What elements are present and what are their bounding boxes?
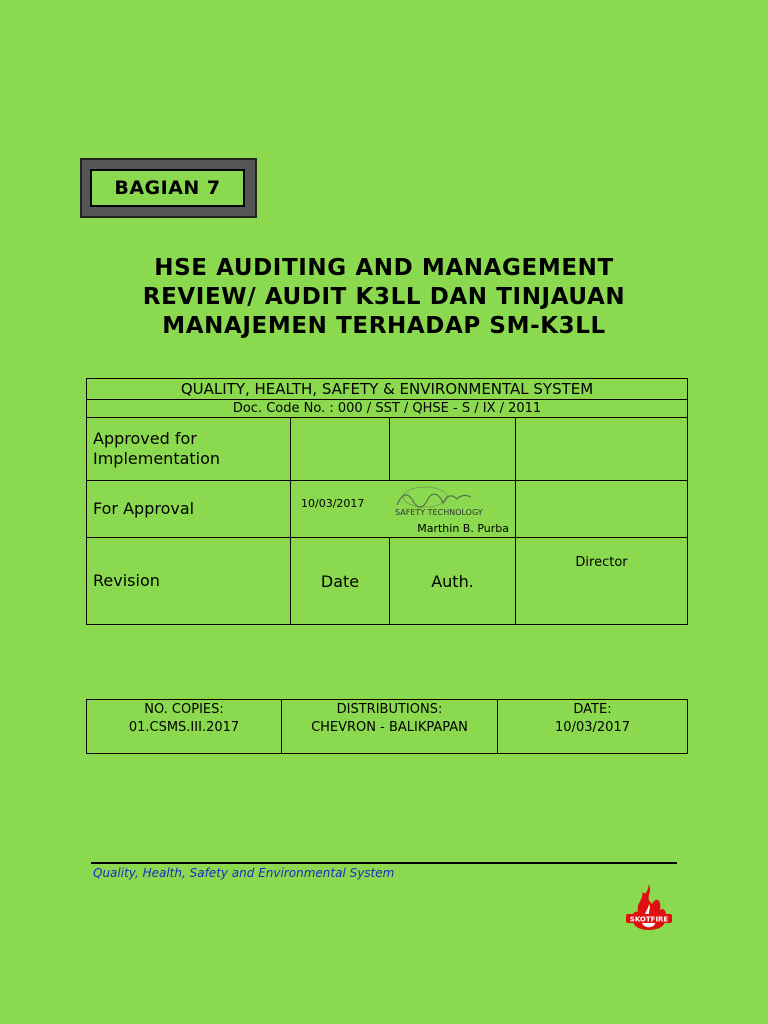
approval-date: 10/03/2017	[301, 497, 365, 510]
date-cell	[498, 700, 688, 754]
signature-stamp-icon	[387, 483, 507, 519]
approved-director-cell	[516, 418, 688, 481]
system-name: QUALITY, HEALTH, SAFETY & ENVIRONMENTAL SYSTEM	[87, 379, 688, 400]
doc-code: Doc. Code No. : 000 / SST / QHSE - S / IX / 2011	[87, 400, 688, 418]
date-value: 10/03/2017	[555, 720, 630, 735]
copies-header: NO. COPIES:	[144, 702, 224, 717]
auth-label: Auth.	[390, 538, 516, 625]
section-label: BAGIAN 7	[90, 169, 245, 207]
director-label: Director	[516, 538, 688, 625]
title-line-1: HSE AUDITING AND MANAGEMENT	[154, 255, 614, 281]
footer-system-text: Quality, Health, Safety and Environmental System	[93, 866, 395, 880]
distribution-header: DISTRIBUTIONS:	[336, 702, 443, 717]
footer-divider	[91, 862, 677, 864]
copies-value: 01.CSMS.III.2017	[128, 720, 240, 735]
document-title	[60, 254, 708, 341]
stamp-text: SAFETY TECHNOLOGY	[395, 508, 483, 517]
approved-date-cell	[291, 418, 390, 481]
title-line-2: REVIEW/ AUDIT K3LL DAN TINJAUAN	[142, 284, 626, 310]
section-box	[80, 158, 257, 218]
for-approval-director-cell	[516, 481, 688, 538]
distribution-cell	[282, 700, 498, 754]
approved-label: Approved for Implementation	[87, 418, 291, 481]
approved-auth-cell	[390, 418, 516, 481]
revision-label: Revision	[87, 538, 291, 625]
fire-logo-icon	[622, 882, 676, 936]
for-approval-label: For Approval	[87, 481, 291, 538]
title-line-3: MANAJEMEN TERHADAP SM-K3LL	[162, 313, 606, 339]
distribution-value: CHEVRON - BALIKPAPAN	[311, 720, 468, 735]
date-label: Date	[291, 538, 390, 625]
logo-text: SKOTFIRE	[629, 915, 669, 924]
signature-cell	[291, 481, 516, 538]
approval-table	[86, 378, 688, 625]
copies-cell	[87, 700, 282, 754]
signer-name: Marthin B. Purba	[417, 522, 509, 535]
date-header: DATE:	[573, 702, 612, 717]
distribution-table	[86, 699, 688, 754]
